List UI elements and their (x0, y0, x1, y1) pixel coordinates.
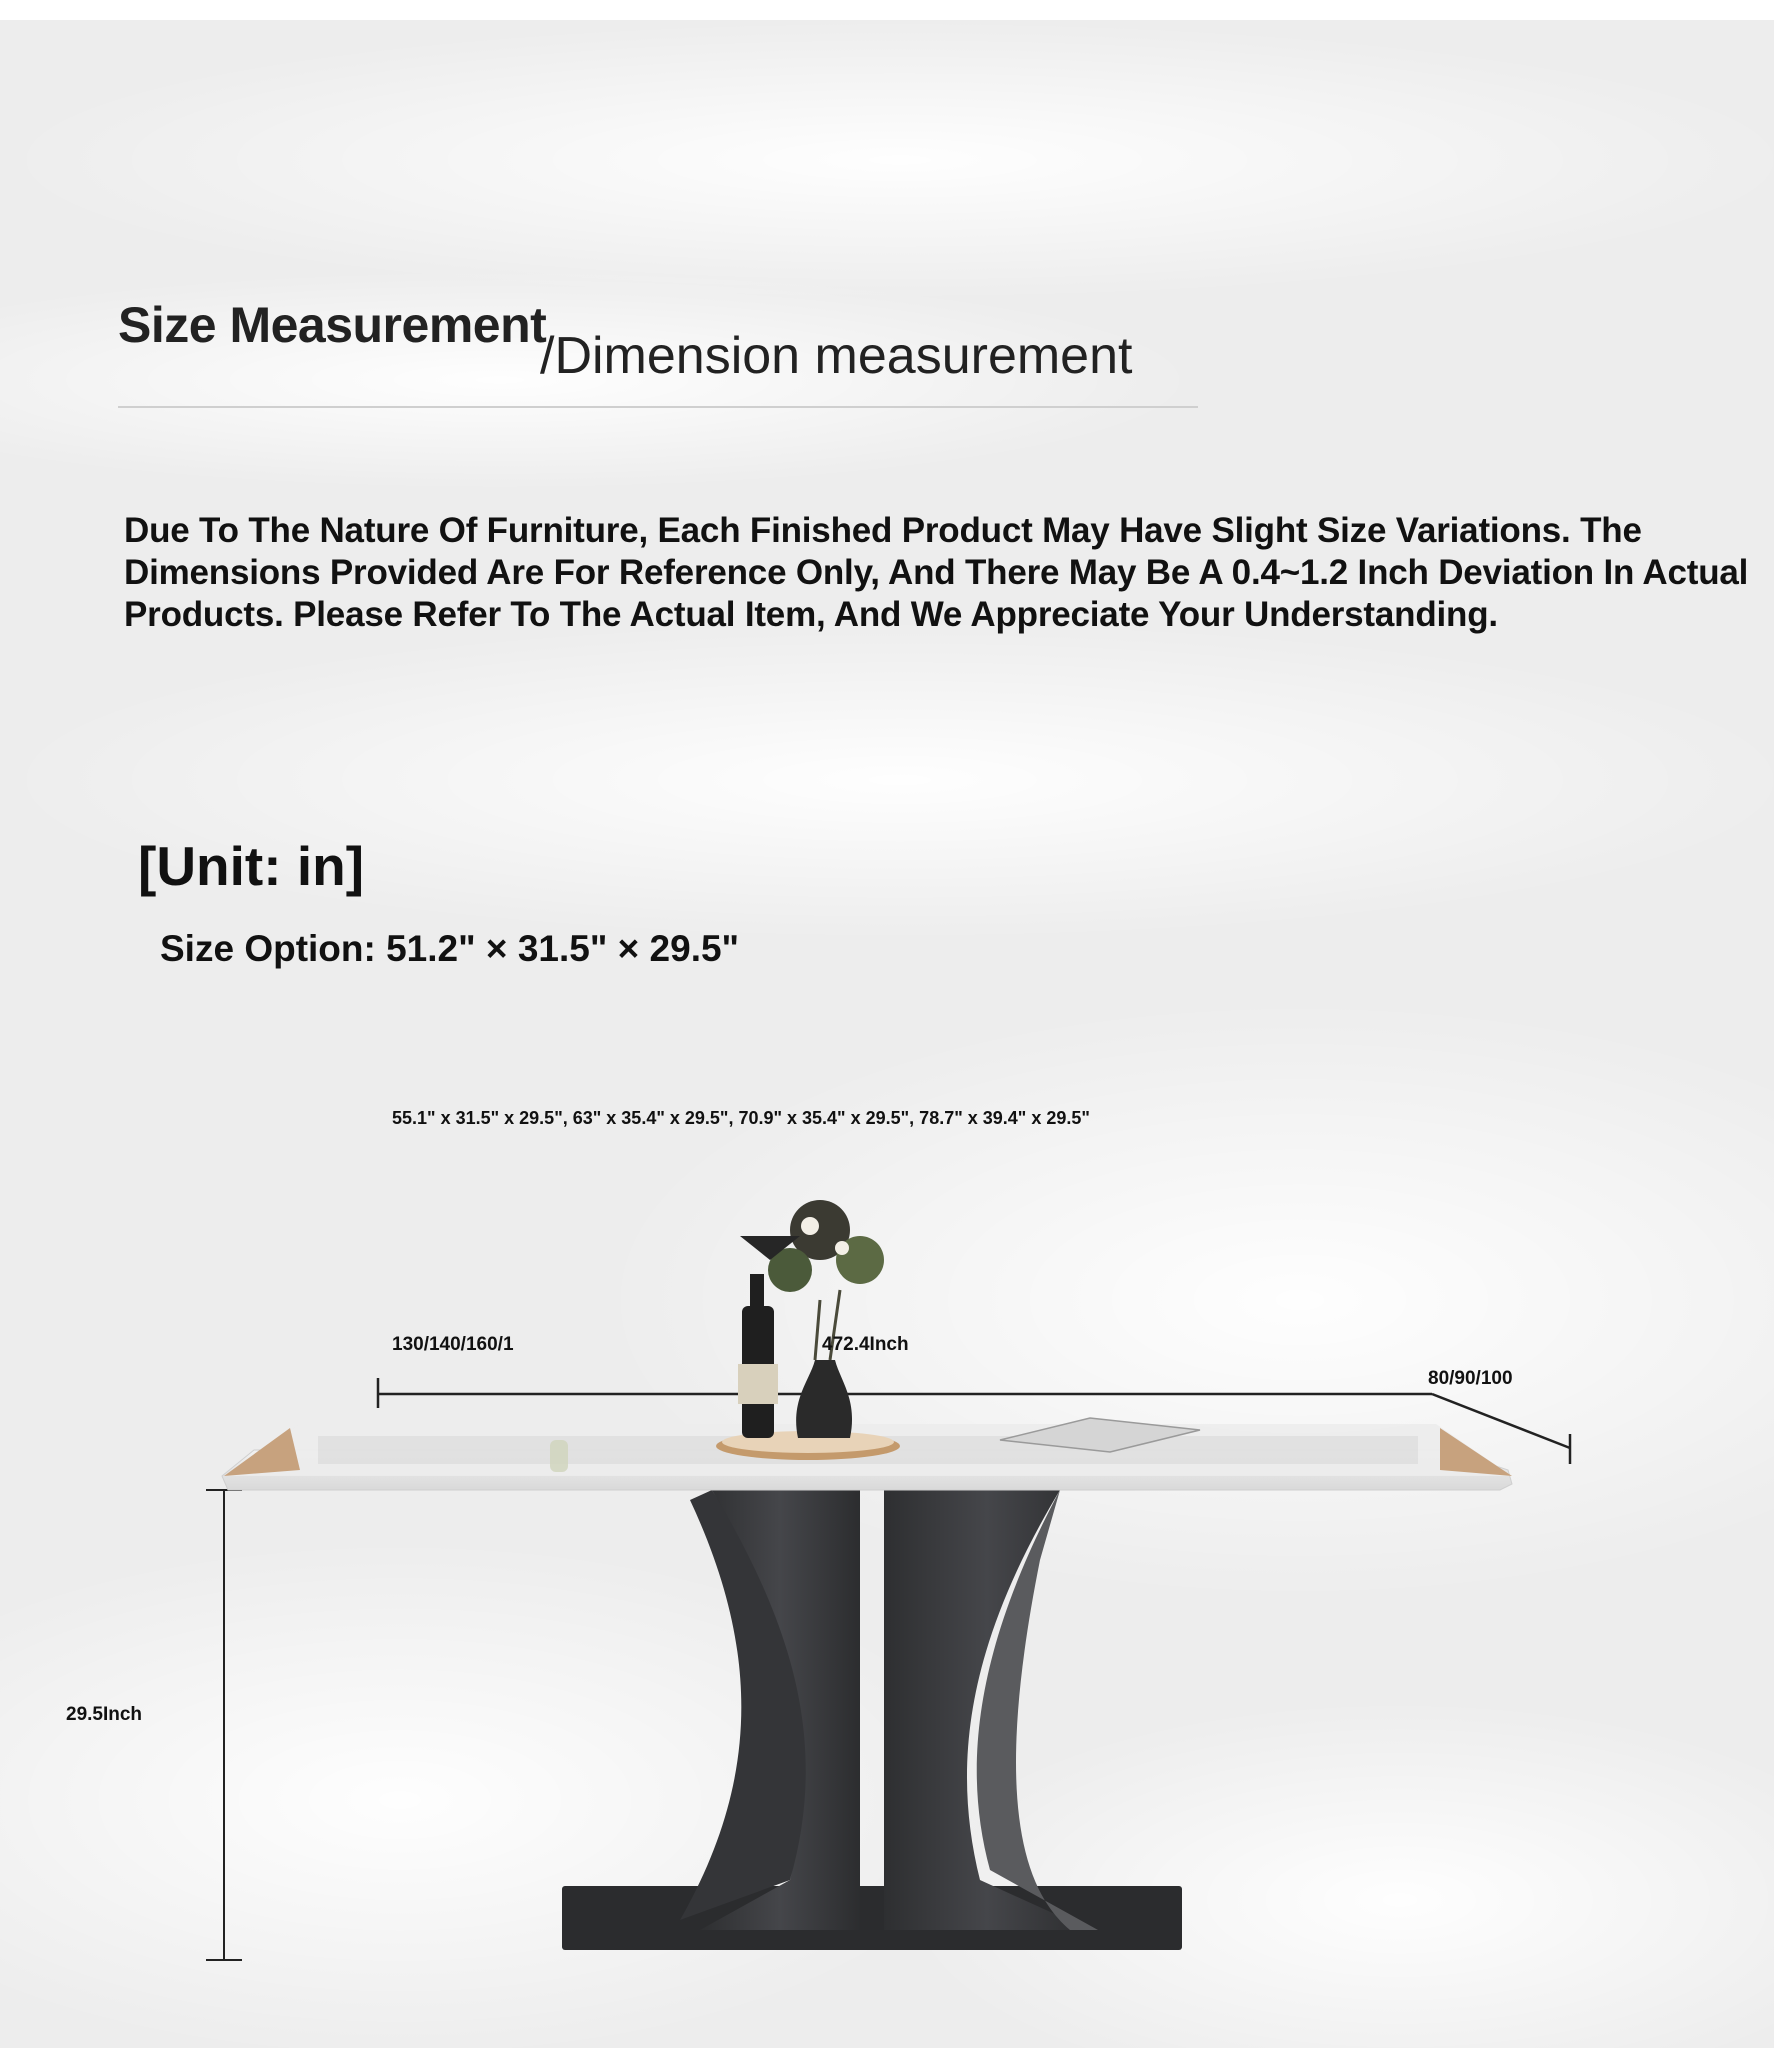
length-options-label: 130/140/160/1 (392, 1334, 514, 1355)
table-base (562, 1886, 1182, 1950)
title-divider (118, 406, 1198, 408)
bg-glow (0, 20, 1774, 300)
other-size-options: 55.1" x 31.5" x 29.5", 63" x 35.4" x 29.5", 70.9" x 35.4" x 29.5", 78.7" x 39.4" x 29.5" (392, 1108, 1090, 1128)
page-subtitle: /Dimension measurement (540, 327, 1133, 385)
tabletop-edge-left (224, 1428, 300, 1476)
flower-bloom (835, 1241, 849, 1255)
unit-label: [Unit: in] (138, 835, 365, 897)
size-option: Size Option: 51.2" × 31.5" × 29.5" (160, 928, 740, 969)
width-options-label: 80/90/100 (1428, 1368, 1513, 1389)
glass (550, 1440, 568, 1472)
size-disclaimer: Due To The Nature Of Furniture, Each Finished Product May Have Slight Size Variations. The Dimensions Provided Are For Reference Only, And There May Be A 0.4~1.2 Inch Deviation In Actual Products. Please Refer To The Actual Item, And We Appreciate Your Understanding. (124, 511, 1749, 634)
flower-bloom (801, 1217, 819, 1235)
height-inch-label: 29.5Inch (66, 1704, 143, 1725)
wine-label (738, 1364, 778, 1404)
page-title: Size Measurement (118, 297, 547, 353)
length-inch-label: 472.4Inch (822, 1334, 909, 1355)
wine-bottle-neck (750, 1274, 764, 1310)
top-border (0, 0, 1774, 20)
